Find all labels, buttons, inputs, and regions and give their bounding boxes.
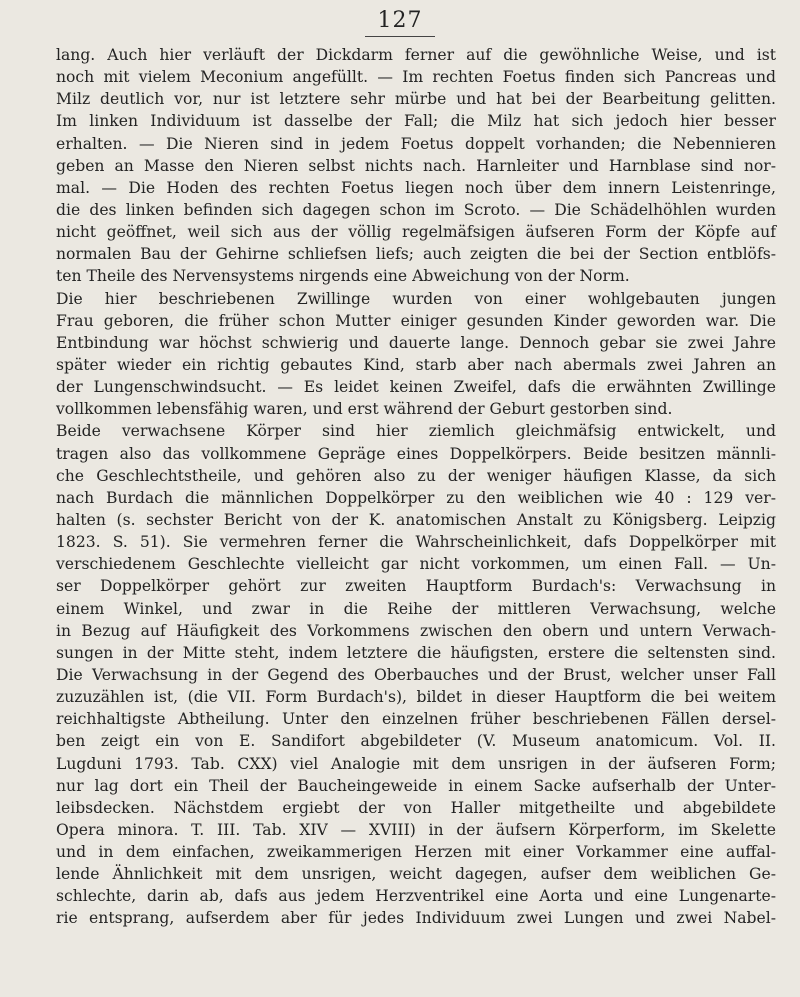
text-line: schlechte, darin ab, dafs aus jedem Herzventrikel eine Aorta und eine Lungenarte- xyxy=(56,887,776,906)
text-line: Beide verwachsene Körper sind hier ziemlich gleichmäfsig entwickelt, und xyxy=(56,422,776,441)
text-line: Frau geboren, die früher schon Mutter einiger gesunden Kinder geworden war. Die xyxy=(56,311,776,330)
text-line: Lugduni 1793. Tab. CXX) viel Analogie mit dem unsrigen in der äufseren Form; xyxy=(56,754,776,773)
text-line: verschiedenem Geschlechte vielleicht gar nicht vorkommen, um einen Fall. — Un- xyxy=(56,555,776,574)
text-line: leibsdecken. Nächstdem ergiebt der von Haller mitgetheilte und abgebildete xyxy=(56,798,776,817)
text-line: sungen in der Mitte steht, indem letztere die häufigsten, erstere die seltensten sind. xyxy=(56,643,776,662)
text-line: mal. — Die Hoden des rechten Foetus liegen noch über dem innern Leistenringe, xyxy=(56,178,776,197)
text-line: rie entsprang, aufserdem aber für jedes Individuum zwei Lungen und zwei Nabel- xyxy=(56,909,776,928)
text-line: Opera minora. T. III. Tab. XIV — XVIII) in der äufsern Körperform, im Skelette xyxy=(56,820,776,839)
text-line: 1823. S. 51). Sie vermehren ferner die Wahrscheinlichkeit, dafs Doppelkörper mit xyxy=(56,533,776,552)
text-line: und in dem einfachen, zweikammerigen Herzen mit einer Vorkammer eine auffal- xyxy=(56,843,776,862)
text-line: der Lungenschwindsucht. — Es leidet keinen Zweifel, dafs die erwähnten Zwillinge xyxy=(56,378,776,397)
body-text xyxy=(56,44,776,930)
text-line: einem Winkel, und zwar in die Reihe der mittleren Verwachsung, welche xyxy=(56,599,776,618)
text-line: nicht geöffnet, weil sich aus der völlig regelmäfsigen äufseren Form der Köpfe auf xyxy=(56,223,776,242)
text-line: erhalten. — Die Nieren sind in jedem Foetus doppelt vorhanden; die Nebennieren xyxy=(56,134,776,153)
text-line: reichhaltigste Abtheilung. Unter den einzelnen früher beschriebenen Fällen dersel- xyxy=(56,710,776,729)
text-line: nur lag dort ein Theil der Baucheingeweide in einem Sacke aufserhalb der Unter- xyxy=(56,776,776,795)
text-line: geben an Masse den Nieren selbst nichts nach. Harnleiter und Harnblase sind nor- xyxy=(56,156,776,175)
text-line: ser Doppelkörper gehört zur zweiten Hauptform Burdach's: Verwachsung in xyxy=(56,577,776,596)
text-line: später wieder ein richtig gebautes Kind, starb aber nach abermals zwei Jahren an xyxy=(56,355,776,374)
text-line: in Bezug auf Häufigkeit des Vorkommens zwischen den obern und untern Verwach- xyxy=(56,621,776,640)
text-line: vollkommen lebensfähig waren, und erst während der Geburt gestorben sind. xyxy=(56,400,673,419)
text-line: lang. Auch hier verläuft der Dickdarm ferner auf die gewöhnliche Weise, und ist xyxy=(56,46,776,64)
text-line: halten (s. sechster Bericht von der K. anatomischen Anstalt zu Königsberg. Leipzig xyxy=(56,510,776,529)
text-line: normalen Bau der Gehirne schliefsen liefs; auch zeigten die bei der Section entblöfs- xyxy=(56,245,776,264)
text-line: die des linken befinden sich dagegen schon im Scroto. — Die Schädelhöhlen wurden xyxy=(56,200,776,219)
text-line: ten Theile des Nervensystems nirgends eine Abweichung von der Norm. xyxy=(56,267,630,286)
text-line: nach Burdach die männlichen Doppelkörper zu den weiblichen wie 40 : 129 ver- xyxy=(56,488,776,507)
text-line: che Geschlechtstheile, und gehören also zu der weniger häufigen Klasse, da sich xyxy=(56,466,776,485)
header-rule xyxy=(365,36,435,37)
text-line: Die hier beschriebenen Zwillinge wurden von einer wohlgebauten jungen xyxy=(56,289,776,308)
text-line: lende Ähnlichkeit mit dem unsrigen, weicht dagegen, aufser dem weiblichen Ge- xyxy=(56,865,776,884)
text-line: Milz deutlich vor, nur ist letztere sehr mürbe und hat bei der Bearbeitung gelitten. xyxy=(56,90,776,109)
text-line: Die Verwachsung in der Gegend des Oberbauches und der Brust, welcher unser Fall xyxy=(56,665,776,684)
page-number: 127 xyxy=(377,8,423,33)
text-line: Im linken Individuum ist dasselbe der Fall; die Milz hat sich jedoch hier besser xyxy=(56,112,776,131)
text-line: tragen also das vollkommene Gepräge eines Doppelkörpers. Beide besitzen männli- xyxy=(56,444,776,463)
text-line: ben zeigt ein von E. Sandifort abgebildeter (V. Museum anatomicum. Vol. II. xyxy=(56,732,776,751)
text-line: zuzuzählen ist, (die VII. Form Burdach's), bildet in dieser Hauptform die bei weitem xyxy=(56,688,776,707)
text-line: Entbindung war höchst schwierig und dauerte lange. Dennoch gebar sie zwei Jahre xyxy=(56,333,776,352)
text-line: noch mit vielem Meconium angefüllt. — Im rechten Foetus finden sich Pancreas und xyxy=(56,68,776,87)
